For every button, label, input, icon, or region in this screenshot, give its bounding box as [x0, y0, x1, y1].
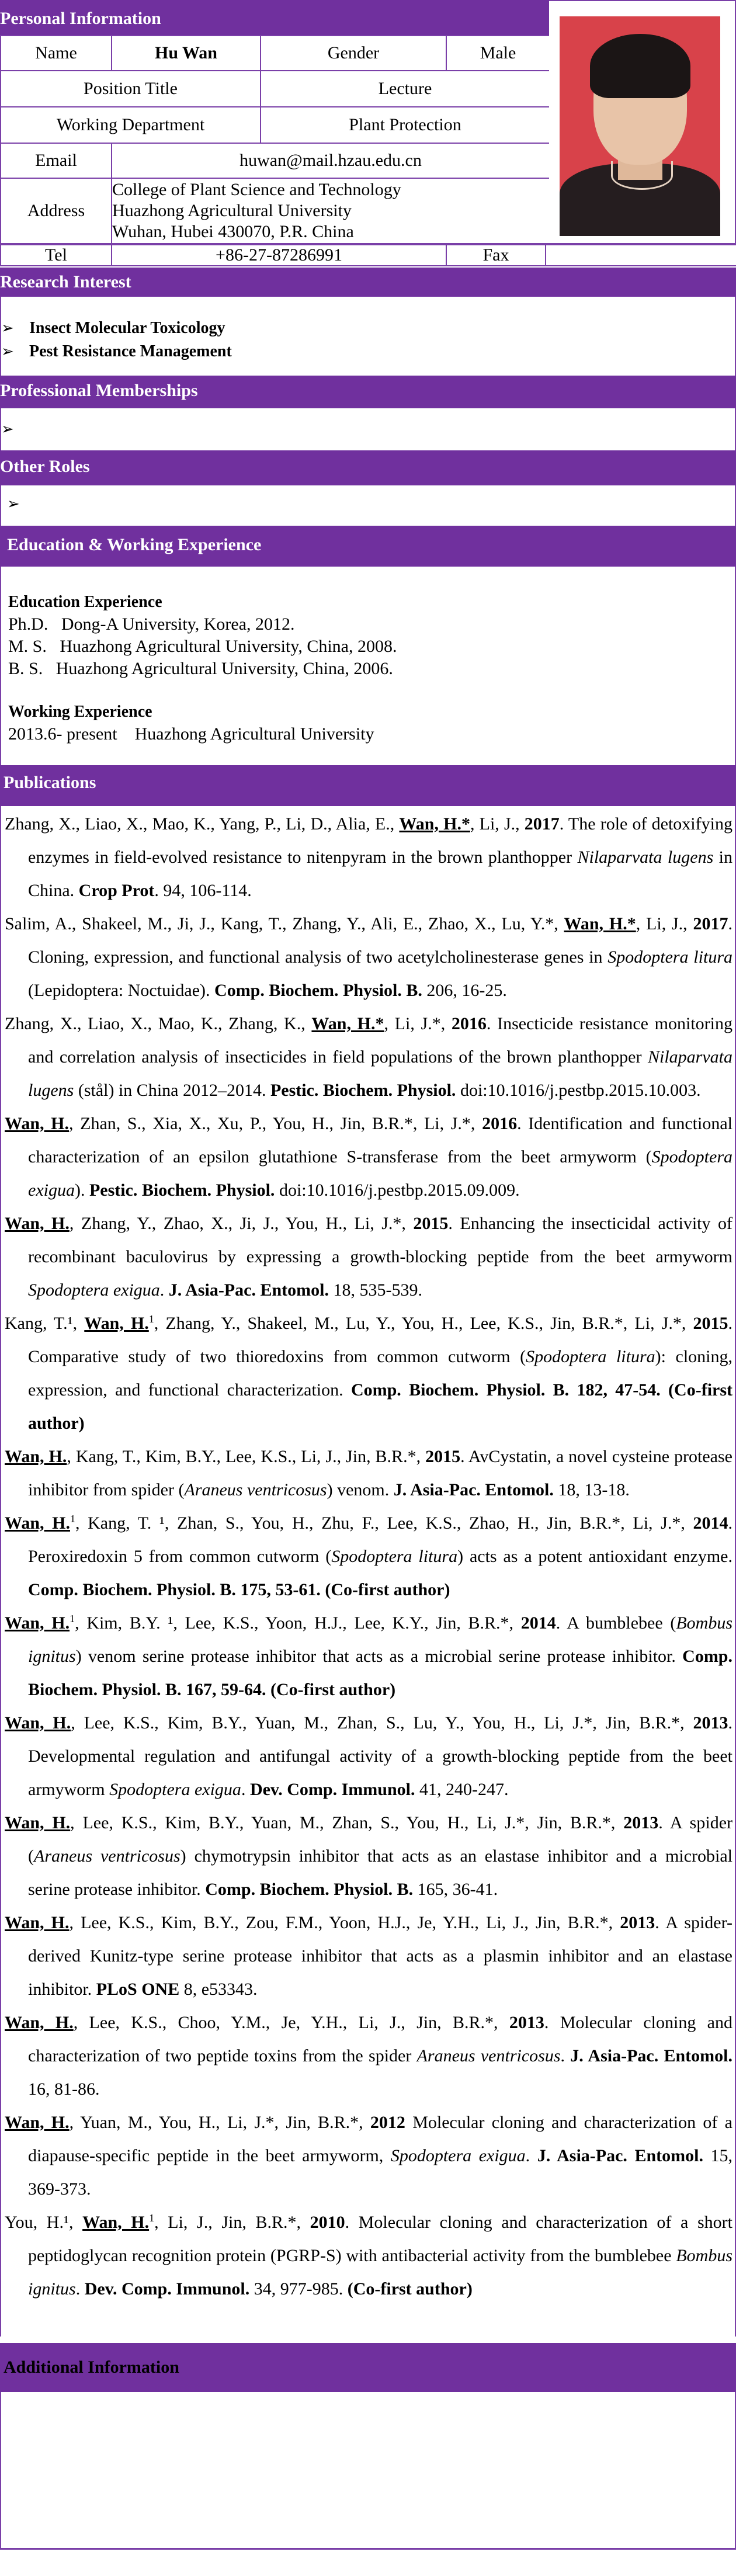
arrow-bullet-icon: ➢: [7, 495, 20, 512]
address-line: Wuhan, Hubei 430070, P.R. China: [112, 222, 354, 241]
email-label: Email: [1, 143, 112, 178]
education-item: M. S. Huazhong Agricultural University, China, 2008.: [8, 637, 397, 656]
education-working-content: [0, 567, 736, 765]
publication-authors-after: , Li, J.,: [470, 814, 525, 834]
row-position: [1, 71, 550, 107]
address-line: Huazhong Agricultural University: [112, 201, 352, 220]
publication-title: . Identification and functional characterization of an epsilon glutathione S-transferase from the beet armyworm (: [28, 1114, 732, 1167]
publication-item: [5, 807, 732, 907]
section-title: Research Interest: [0, 272, 131, 291]
photo-collar-shape: [611, 161, 673, 190]
publication-title: . A spider-derived Kunitz-type serine protease inhibitor that acts as a plasmin inhibitor and an elastase inhibitor.: [28, 1913, 733, 1999]
publication-citation: doi:10.1016/j.pestbp.2015.09.009.: [275, 1181, 520, 1200]
publication-species: Araneus ventricosus: [416, 2046, 561, 2065]
publication-authors-after: , Lee, K.S., Kim, B.Y., Zou, F.M., Yoon, H.J., Je, Y.H., Li, J., Jin, B.R.*,: [69, 1913, 620, 1932]
publication-item: [5, 1440, 732, 1506]
publication-citation: . 94, 106-114.: [154, 881, 252, 900]
publication-species: Spodoptera litura: [526, 1347, 655, 1366]
publication-journal: J. Asia-Pac. Entomol.: [168, 1280, 329, 1300]
publication-highlighted-author: Wan, H.*: [399, 814, 470, 834]
working-heading: Working Experience: [8, 703, 152, 721]
list-item: [7, 492, 735, 516]
publication-year: 2017: [693, 914, 728, 933]
publication-year: 2015: [693, 1314, 728, 1333]
publication-title-continued: in China.: [28, 848, 732, 900]
row-name-gender: [1, 36, 550, 71]
publication-authors-before: Kang, T.¹,: [5, 1314, 85, 1333]
publication-highlighted-author: Wan, H.*: [564, 914, 636, 933]
publication-highlighted-author: Wan, H.: [5, 1813, 71, 1832]
publication-journal: Crop Prot: [78, 881, 155, 900]
publication-title: . The role of detoxifying enzymes in field-evolved resistance to nitenpyram in the brown planthopper: [28, 814, 732, 867]
section-header-additional-information: [0, 2343, 736, 2392]
education-item: Ph.D. Dong-A University, Korea, 2012.: [8, 615, 295, 634]
research-interest-item: Insect Molecular Toxicology: [29, 319, 225, 337]
publication-journal: Dev. Comp. Immunol.: [249, 1780, 415, 1799]
section-header-professional-memberships: [0, 376, 736, 408]
publication-authors-before: Zhang, X., Liao, X., Mao, K., Zhang, K.,: [5, 1014, 312, 1033]
publication-authors-before: Zhang, X., Liao, X., Mao, K., Yang, P., Li, D., Alia, E.,: [5, 814, 400, 834]
publication-item: [5, 1706, 732, 1806]
section-title: Publications: [4, 773, 96, 792]
publication-citation: 165, 36-41.: [413, 1880, 498, 1899]
publication-cofirst-marker: 1: [148, 1313, 154, 1325]
publication-species: Spodoptera litura: [331, 1547, 458, 1566]
publication-item: [5, 1207, 732, 1307]
publication-highlighted-author: Wan, H.: [5, 1913, 70, 1932]
publication-journal: Comp. Biochem. Physiol. B.: [214, 981, 422, 1000]
publication-title: . Cloning, expression, and functional analysis of two acetylcholinesterase genes in: [28, 914, 732, 967]
publication-citation: 41, 240-247.: [415, 1780, 509, 1799]
publication-journal: Comp. Biochem. Physiol. B. 182, 47-54.: [350, 1380, 661, 1400]
publication-highlighted-author: Wan, H.: [5, 2013, 74, 2032]
publication-journal: Comp. Biochem. Physiol. B. 167, 59-64.: [28, 1647, 732, 1699]
name-value: Hu Wan: [112, 36, 261, 71]
publication-species: Araneus ventricosus: [184, 1480, 327, 1499]
publication-authors-after: , Li, J.*,: [384, 1014, 452, 1033]
publication-year: 2014: [693, 1513, 728, 1533]
publication-citation: 8, e53343.: [179, 1980, 258, 1999]
research-interest-list: [0, 297, 736, 376]
publication-note: (Co-first author): [28, 1380, 733, 1433]
publication-title: . A bumblebee (: [556, 1613, 676, 1633]
publication-journal: J. Asia-Pac. Entomol.: [570, 2046, 732, 2065]
publication-year: 2016: [482, 1114, 518, 1133]
publication-highlighted-author: Wan, H.: [82, 2213, 150, 2232]
publication-note: (Co-first author): [343, 2279, 473, 2299]
publication-species: Nilaparvata lugens: [577, 848, 714, 867]
publication-highlighted-author: Wan, H.: [5, 1214, 70, 1233]
publication-authors-after: , Yuan, M., You, H., Li, J.*, Jin, B.R.*,: [69, 2113, 370, 2132]
publication-species: Araneus ventricosus: [34, 1846, 180, 1866]
publication-title-continued: ).: [74, 1181, 89, 1200]
publication-journal: Pestic. Biochem. Physiol.: [270, 1081, 456, 1100]
publication-title-continued: .: [560, 2046, 571, 2065]
publication-highlighted-author: Wan, H.: [5, 1114, 69, 1133]
address-value: [112, 178, 550, 244]
publication-note: (Co-first author): [320, 1580, 450, 1599]
publication-authors-after: , Zhan, S., Xia, X., Xu, P., You, H., Jin, B.R.*, Li, J.*,: [69, 1114, 482, 1133]
publication-authors-after: , Li, J., Jin, B.R.*,: [154, 2213, 310, 2232]
fax-label: Fax: [446, 245, 546, 266]
publication-journal: Comp. Biochem. Physiol. B. 175, 53-61.: [28, 1580, 321, 1599]
publication-year: 2010: [310, 2213, 345, 2232]
publication-authors-before: You, H.¹,: [5, 2213, 83, 2232]
photo-frame: [549, 0, 736, 244]
publication-title-continued: (stål) in China 2012–2014.: [74, 1081, 270, 1100]
section-title: Other Roles: [0, 457, 90, 476]
publication-year: 2013: [693, 1713, 728, 1733]
publication-highlighted-author: Wan, H.: [5, 2113, 70, 2132]
name-label: Name: [1, 36, 112, 71]
publication-year: 2017: [524, 814, 560, 834]
publication-species: Spodoptera litura: [607, 947, 732, 967]
other-roles-list: [0, 485, 736, 526]
section-title: Personal Information: [0, 9, 161, 28]
publication-cofirst-marker: 1: [149, 2212, 155, 2224]
list-item: [1, 340, 735, 363]
publication-title: . Molecular cloning and characterization of a short peptidoglycan recognition protein (PGRP-S) with antibacterial activity from the bumblebee: [28, 2213, 732, 2265]
section-header-publications: [0, 765, 736, 806]
publication-title-continued: .: [241, 1780, 250, 1799]
section-header-research-interest: [0, 268, 736, 297]
publication-species: Spodoptera exigua: [28, 1280, 160, 1300]
publication-title: . Developmental regulation and antifungal activity of a growth-blocking peptide from the beet armyworm: [28, 1713, 732, 1799]
publication-item: [5, 2206, 732, 2306]
publication-year: 2015: [425, 1447, 461, 1466]
list-item: [1, 418, 735, 441]
publication-year: 2012: [370, 2113, 405, 2132]
publication-title: . Molecular cloning and characterization of two peptide toxins from the spider: [28, 2013, 732, 2065]
publication-item: [5, 907, 732, 1007]
publication-journal: Comp. Biochem. Physiol. B.: [205, 1880, 414, 1899]
publication-year: 2013: [623, 1813, 659, 1832]
publication-species: Bombus ignitus: [28, 2246, 732, 2299]
section-title: Additional Information: [4, 2358, 179, 2377]
personal-info-table: [0, 35, 550, 244]
publication-title: . Comparative study of two thioredoxins from common cutworm (: [28, 1314, 733, 1366]
publication-species: Spodoptera exigua: [28, 1147, 732, 1200]
photo-hair-shape: [590, 34, 690, 98]
section-title: Professional Memberships: [0, 381, 198, 400]
tel-value: +86-27-87286991: [112, 245, 446, 266]
section-title: Education & Working Experience: [7, 535, 262, 554]
section-header-other-roles: [0, 450, 736, 485]
professional-memberships-list: [0, 408, 736, 450]
publication-authors-after: , Li, J.,: [636, 914, 693, 933]
publication-authors-after: , Zhang, Y., Zhao, X., Ji, J., You, H., Li, J.*,: [69, 1214, 414, 1233]
publication-species: Bombus ignitus: [28, 1613, 732, 1666]
education-heading: Education Experience: [8, 593, 162, 611]
publication-journal: Pestic. Biochem. Physiol.: [89, 1181, 275, 1200]
publication-highlighted-author: Wan, H.: [5, 1513, 70, 1533]
publication-title-continued: (Lepidoptera: Noctuidae).: [28, 981, 215, 1000]
publication-title-continued: .: [159, 1280, 169, 1300]
gender-label: Gender: [261, 36, 446, 71]
publication-title-continued: .: [75, 2279, 85, 2299]
publication-citation: 206, 16-25.: [422, 981, 507, 1000]
publication-journal: J. Asia-Pac. Entomol.: [393, 1480, 554, 1499]
publication-highlighted-author: Wan, H.: [5, 1713, 71, 1733]
section-header-education-working: [0, 526, 736, 567]
arrow-bullet-icon: ➢: [1, 343, 14, 360]
publication-title: . AvCystatin, a novel cysteine protease inhibitor from spider (: [28, 1447, 732, 1499]
publication-year: 2015: [413, 1214, 449, 1233]
publication-highlighted-author: Wan, H.: [84, 1314, 149, 1333]
publication-species: Spodoptera exigua: [390, 2146, 526, 2165]
portrait-photo: [560, 16, 720, 236]
publication-item: [5, 2106, 732, 2206]
publication-title-continued: ) acts as a potent antioxidant enzyme.: [457, 1547, 732, 1566]
publication-authors-after: , Lee, K.S., Choo, Y.M., Je, Y.H., Li, J., Jin, B.R.*,: [73, 2013, 509, 2032]
publication-note: (Co-first author): [266, 1680, 396, 1699]
publication-citation: doi:10.1016/j.pestbp.2015.10.003.: [456, 1081, 701, 1100]
publication-highlighted-author: Wan, H.: [5, 1447, 67, 1466]
publication-item: [5, 1606, 732, 1706]
publication-item: [5, 1906, 732, 2006]
department-label: Working Department: [1, 107, 261, 143]
arrow-bullet-icon: ➢: [1, 421, 14, 438]
publication-authors-after: , Lee, K.S., Kim, B.Y., Yuan, M., Zhan, S., You, H., Li, J.*, Jin, B.R.*,: [70, 1813, 624, 1832]
publication-item: [5, 1506, 732, 1606]
publication-title: Molecular cloning and characterization of a diapause-specific peptide in the beet armyworm,: [28, 2113, 732, 2165]
publication-authors-after: , Kim, B.Y. ¹, Lee, K.S., Yoon, H.J., Lee, K.Y., Jin, B.R.*,: [75, 1613, 521, 1633]
email-value[interactable]: huwan@mail.hzau.edu.cn: [112, 143, 550, 178]
publication-citation: 15, 369-373.: [28, 2146, 732, 2199]
list-item: [1, 317, 735, 340]
publication-journal: Dev. Comp. Immunol.: [84, 2279, 250, 2299]
publication-citation: 18, 535-539.: [328, 1280, 422, 1300]
publication-authors-after: , Kang, T., Kim, B.Y., Lee, K.S., Li, J., Jin, B.R.*,: [67, 1447, 426, 1466]
publication-citation: 34, 977-985.: [249, 2279, 343, 2299]
address-line: College of Plant Science and Technology: [112, 180, 401, 199]
contact-row: [0, 244, 736, 266]
publication-title: . Enhancing the insecticidal activity of recombinant baculovirus by expressing a growth-blocking peptide from the beet armyworm: [28, 1214, 733, 1266]
publication-title: . A spider (: [28, 1813, 733, 1866]
position-label: Position Title: [1, 71, 261, 107]
publication-citation: 18, 13-18.: [553, 1480, 630, 1499]
section-header-personal-information: [0, 0, 549, 35]
publication-item: [5, 1806, 732, 1906]
publication-item: [5, 2006, 732, 2106]
publication-cofirst-marker: 1: [70, 1513, 75, 1525]
publication-year: 2016: [451, 1014, 487, 1033]
row-address: [1, 178, 550, 244]
gender-value: Male: [446, 36, 550, 71]
row-email: [1, 143, 550, 178]
publication-item: [5, 1007, 732, 1107]
publication-species: Spodoptera exigua: [109, 1780, 241, 1799]
publication-title-continued: ): cloning, expression, and functional characterization.: [28, 1347, 732, 1400]
publication-highlighted-author: Wan, H.*: [311, 1014, 384, 1033]
publications-list: [0, 806, 736, 2337]
publication-authors-before: Salim, A., Shakeel, M., Ji, J., Kang, T., Zhang, Y., Ali, E., Zhao, X., Lu, Y.*,: [5, 914, 564, 933]
publication-authors-after: , Kang, T. ¹, Zhan, S., You, H., Zhu, F., Lee, K.S., Zhao, H., Jin, B.R.*, Li, J.*,: [75, 1513, 693, 1533]
publication-title-continued: ) chymotrypsin inhibitor that acts as an elastase inhibitor and a microbial serine protease inhibitor.: [28, 1846, 732, 1899]
publication-item: [5, 1107, 732, 1207]
fax-value: [546, 245, 736, 266]
position-value: Lecture: [261, 71, 550, 107]
publication-title: . Peroxiredoxin 5 from common cutworm (: [28, 1513, 732, 1566]
publication-title-continued: ) venom.: [327, 1480, 394, 1499]
publication-title-continued: ) venom serine protease inhibitor that acts as a microbial serine protease inhibitor.: [75, 1647, 683, 1666]
publication-title: . Insecticide resistance monitoring and correlation analysis of insecticides in field populations of the brown planthopper: [28, 1014, 732, 1067]
publication-species: Nilaparvata lugens: [28, 1047, 732, 1100]
publication-title-continued: .: [525, 2146, 537, 2165]
working-item: 2013.6- present Huazhong Agricultural University: [8, 724, 374, 744]
publication-journal: PLoS ONE: [96, 1980, 180, 1999]
education-item: B. S. Huazhong Agricultural University, China, 2006.: [8, 659, 393, 678]
row-department: [1, 107, 550, 143]
publication-cofirst-marker: 1: [70, 1613, 75, 1624]
address-label: Address: [1, 178, 112, 244]
publication-authors-after: , Zhang, Y., Shakeel, M., Lu, Y., You, H., Lee, K.S., Jin, B.R.*, Li, J.*,: [154, 1314, 693, 1333]
publication-journal: J. Asia-Pac. Entomol.: [537, 2146, 703, 2165]
publication-highlighted-author: Wan, H.: [5, 1613, 70, 1633]
publication-citation: 16, 81-86.: [28, 2079, 100, 2099]
additional-information-content: [0, 2392, 736, 2550]
tel-label: Tel: [1, 245, 112, 266]
research-interest-item: Pest Resistance Management: [29, 342, 232, 360]
publication-year: 2013: [620, 1913, 655, 1932]
publication-year: 2014: [520, 1613, 556, 1633]
arrow-bullet-icon: ➢: [1, 320, 14, 336]
department-value: Plant Protection: [261, 107, 550, 143]
publication-authors-after: , Lee, K.S., Kim, B.Y., Yuan, M., Zhan, S., Lu, Y., You, H., Li, J.*, Jin, B.R.*,: [71, 1713, 693, 1733]
publication-year: 2013: [509, 2013, 544, 2032]
publication-item: [5, 1307, 732, 1440]
